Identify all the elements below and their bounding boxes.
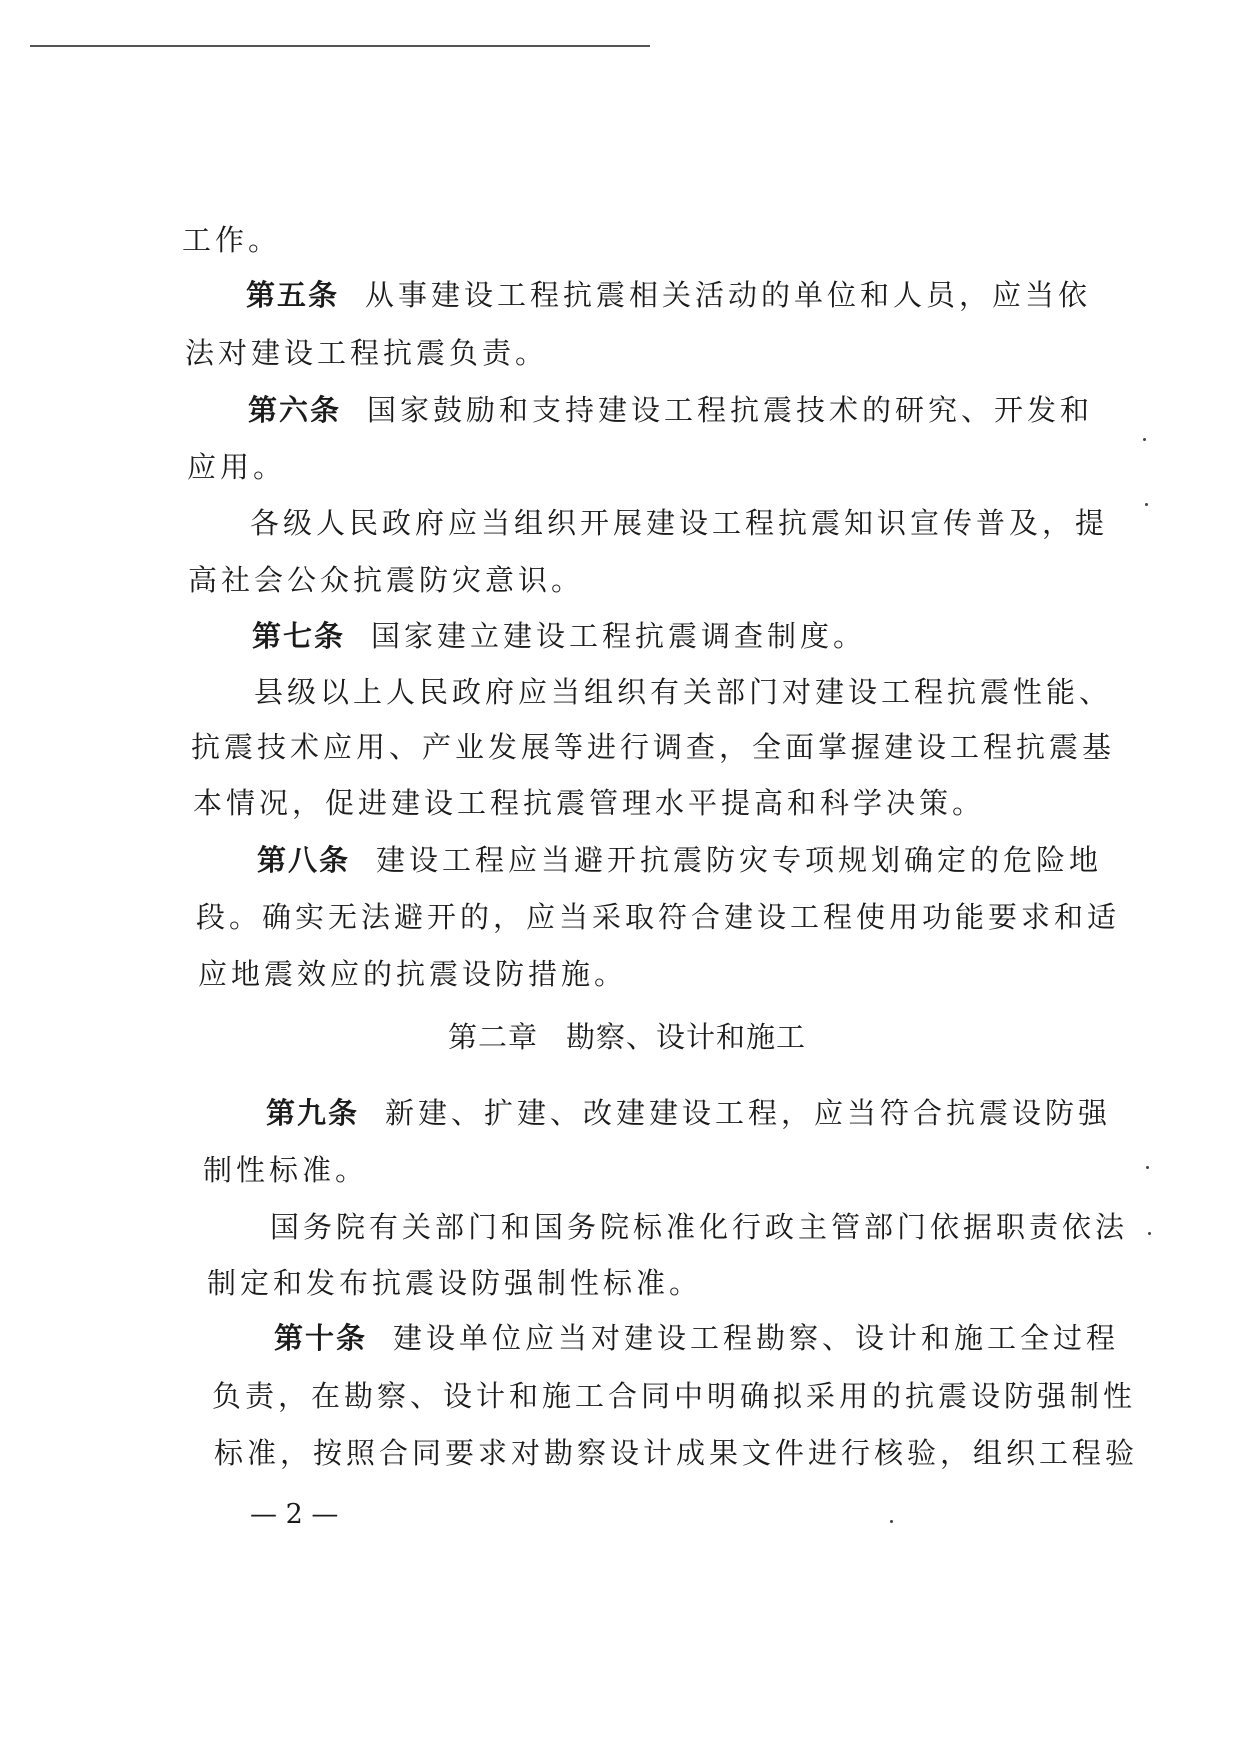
page-number: — 2 — [250, 1499, 339, 1530]
body-line: 高社会公众抗震防灾意识。 [188, 563, 585, 597]
body-line: 应用。 [187, 450, 287, 484]
scan-speck [890, 1520, 893, 1523]
body-line: 法对建设工程抗震负责。 [185, 336, 549, 370]
article-5 [246, 275, 1091, 315]
article-label: 第七条 [252, 619, 346, 653]
body-line: 段。确实无法避开的，应当采取符合建设工程使用功能要求和适 [196, 900, 1121, 934]
scan-speck [1146, 1166, 1149, 1169]
article-10 [274, 1318, 1119, 1358]
body-line: 制性标准。 [203, 1153, 369, 1187]
top-scan-rule-gap [30, 47, 58, 49]
article-text: 国家建立建设工程抗震调查制度。 [371, 619, 867, 653]
scan-speck [1143, 438, 1146, 441]
body-line: 抗震技术应用、产业发展等进行调查，全面掌握建设工程抗震基 [191, 730, 1116, 764]
body-line: 负责，在勘察、设计和施工合同中明确拟采用的抗震设防强制性 [212, 1379, 1137, 1413]
article-label: 第十条 [274, 1321, 368, 1355]
body-line: 工作。 [182, 223, 282, 257]
article-9 [266, 1093, 1111, 1133]
scan-speck [1148, 1232, 1151, 1235]
article-text: 新建、扩建、改建建设工程，应当符合抗震设防强 [385, 1096, 1112, 1130]
article-6 [248, 390, 1093, 430]
chapter-title: 勘察、设计和施工 [566, 1020, 807, 1054]
body-line: 县级以上人民政府应当组织有关部门对建设工程抗震性能、 [254, 675, 1113, 709]
body-line: 制定和发布抗震设防强制性标准。 [207, 1266, 703, 1300]
body-line: 国务院有关部门和国务院标准化行政主管部门依据职责依法 [270, 1210, 1129, 1244]
scan-speck [1145, 503, 1148, 506]
article-7 [252, 616, 866, 656]
top-scan-rule [30, 45, 650, 47]
body-line: 应地震效应的抗震设防措施。 [198, 957, 628, 991]
article-label: 第五条 [246, 278, 340, 312]
article-label: 第八条 [257, 843, 351, 877]
body-line: 各级人民政府应当组织开展建设工程抗震知识宣传普及，提 [250, 506, 1109, 540]
body-line: 标准，按照合同要求对勘察设计成果文件进行核验，组织工程验 [214, 1436, 1139, 1470]
article-text: 从事建设工程抗震相关活动的单位和人员，应当依 [365, 278, 1092, 312]
article-text: 建设单位应当对建设工程勘察、设计和施工全过程 [393, 1321, 1120, 1355]
article-8 [257, 840, 1102, 880]
article-label: 第九条 [266, 1096, 360, 1130]
article-text: 建设工程应当避开抗震防灾专项规划确定的危险地 [376, 843, 1103, 877]
article-text: 国家鼓励和支持建设工程抗震技术的研究、开发和 [367, 393, 1094, 427]
article-label: 第六条 [248, 393, 342, 427]
chapter-heading [448, 1017, 806, 1057]
chapter-number: 第二章 [448, 1020, 539, 1054]
body-line: 本情况，促进建设工程抗震管理水平提高和科学决策。 [193, 786, 986, 820]
